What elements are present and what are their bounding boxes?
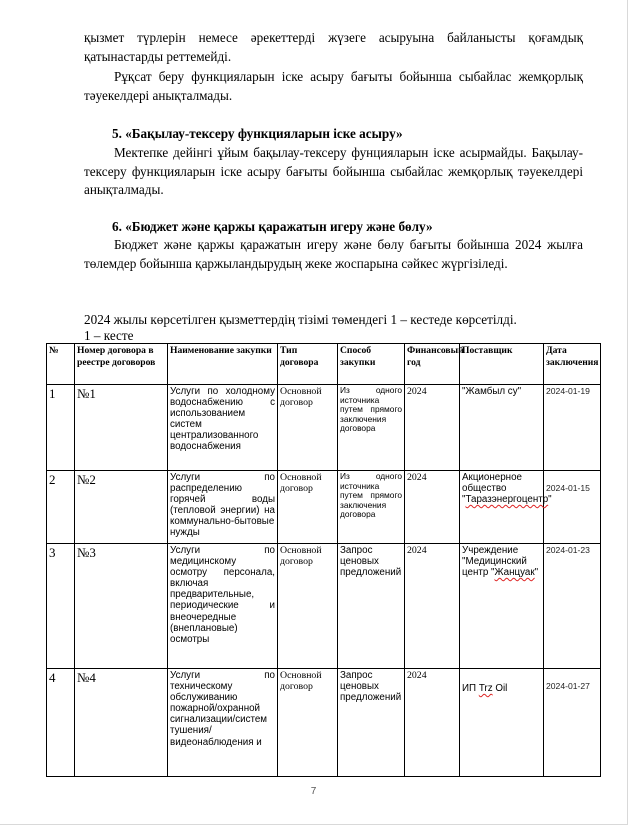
contract-type: Основной договор <box>278 385 338 471</box>
header-no: № <box>47 344 75 385</box>
header-year: Финансовый год <box>405 344 460 385</box>
row-number: 1 <box>47 385 75 471</box>
supplier: "Жамбыл су" <box>460 385 544 471</box>
fiscal-year: 2024 <box>405 471 460 544</box>
contract-date: 2024-01-23 <box>544 544 601 669</box>
procurement-method: Из одного источника путем прямого заключения договора <box>338 471 405 544</box>
table-row <box>47 544 601 669</box>
supplier-name-flagged: Trz <box>478 683 493 694</box>
paragraph-continuation: қызмет түрлерін немесе әрекеттерді жүзеге асыруына байланысты қоғамдық қатынастарды реттемейді. <box>84 30 583 64</box>
section-heading-6: 6. «Бюджет және қаржы қаражатын игеру және бөлу» <box>112 219 433 234</box>
page-number: 7 <box>310 786 317 797</box>
procurement-name: Услуги по медицинскому осмотру персонала, включая предварительные, периодические и внеочередные (внеплановые) осмотры <box>168 544 278 669</box>
header-date: Дата заключения <box>544 344 601 385</box>
header-supplier: Поставщик <box>460 344 544 385</box>
section-heading-5: 5. «Бақылау-тексеру функцияларын іске асыру» <box>112 126 403 141</box>
header-contract: Номер договора в реестре договоров <box>75 344 168 385</box>
row-number: 3 <box>47 544 75 669</box>
contract-type: Основной договор <box>278 471 338 544</box>
contract-number: №3 <box>75 544 168 669</box>
row-number: 4 <box>47 669 75 777</box>
paragraph-control-functions: Мектепке дейінгі ұйым бақылау-тексеру фунцияларын іске асырмайды. Бақылау-тексеру функцияларын іске асыру бағыты бойынша сыбайлас жемқорлық тәуекелдері анықталмады. <box>84 145 583 198</box>
table-row <box>47 471 601 544</box>
procurement-name: Услуги по распределению горячей воды (тепловой энергии) на коммунально-бытовые нужды <box>168 471 278 544</box>
supplier: Акционерное общество "Таразэнергоцентр" <box>460 471 544 544</box>
procurement-name: Услуги по техническому обслуживанию пожарной/охранной сигнализации/систем тушения/видеонаблюдения и <box>168 669 278 777</box>
fiscal-year: 2024 <box>405 544 460 669</box>
row-number: 2 <box>47 471 75 544</box>
contract-date: 2024-01-15 <box>544 471 601 544</box>
table-row <box>47 669 601 777</box>
table-intro: 2024 жылы көрсетілген қызметтердің тізімі төмендегі 1 – кестеде көрсетілді. <box>84 312 517 327</box>
table-caption: 1 – кесте <box>84 328 134 343</box>
contract-type: Основной договор <box>278 669 338 777</box>
contract-number: №2 <box>75 471 168 544</box>
procurement-method: Из одного источника путем прямого заключения договора <box>338 385 405 471</box>
procurement-table <box>46 343 601 777</box>
contract-date: 2024-01-27 <box>544 669 601 777</box>
supplier-name-flagged: Таразэнергоцентр <box>465 494 549 506</box>
table-row <box>47 385 601 471</box>
header-type: Тип договора <box>278 344 338 385</box>
fiscal-year: 2024 <box>405 669 460 777</box>
contract-number: №4 <box>75 669 168 777</box>
supplier: Учреждение "Медицинский центр "Жанцуак" <box>460 544 544 669</box>
procurement-method: Запрос ценовых предложений <box>338 544 405 669</box>
supplier-name-flagged: Жанцуак <box>494 567 535 579</box>
table-header-row <box>47 344 601 385</box>
paragraph-permit-risks: Рұқсат беру функцияларын іске асыру бағыты бойынша сыбайлас жемқорлық тәуекелдері анықталмады. <box>84 69 583 103</box>
contract-date: 2024-01-19 <box>544 385 601 471</box>
contract-number: №1 <box>75 385 168 471</box>
procurement-name: Услуги по холодному водоснабжению с использованием систем централизованного водоснабжения <box>168 385 278 471</box>
contract-type: Основной договор <box>278 544 338 669</box>
header-name: Наименование закупки <box>168 344 278 385</box>
paragraph-budget: Бюджет және қаржы қаражатын игеру және бөлу бағыты бойынша 2024 жылға төлемдер бойынша қаржыландырудың жеке жоспарына сәйкес жүргізіледі. <box>84 237 583 271</box>
header-method: Способ закупки <box>338 344 405 385</box>
fiscal-year: 2024 <box>405 385 460 471</box>
procurement-method: Запрос ценовых предложений <box>338 669 405 777</box>
supplier: ИП Trz Oil <box>460 669 544 777</box>
